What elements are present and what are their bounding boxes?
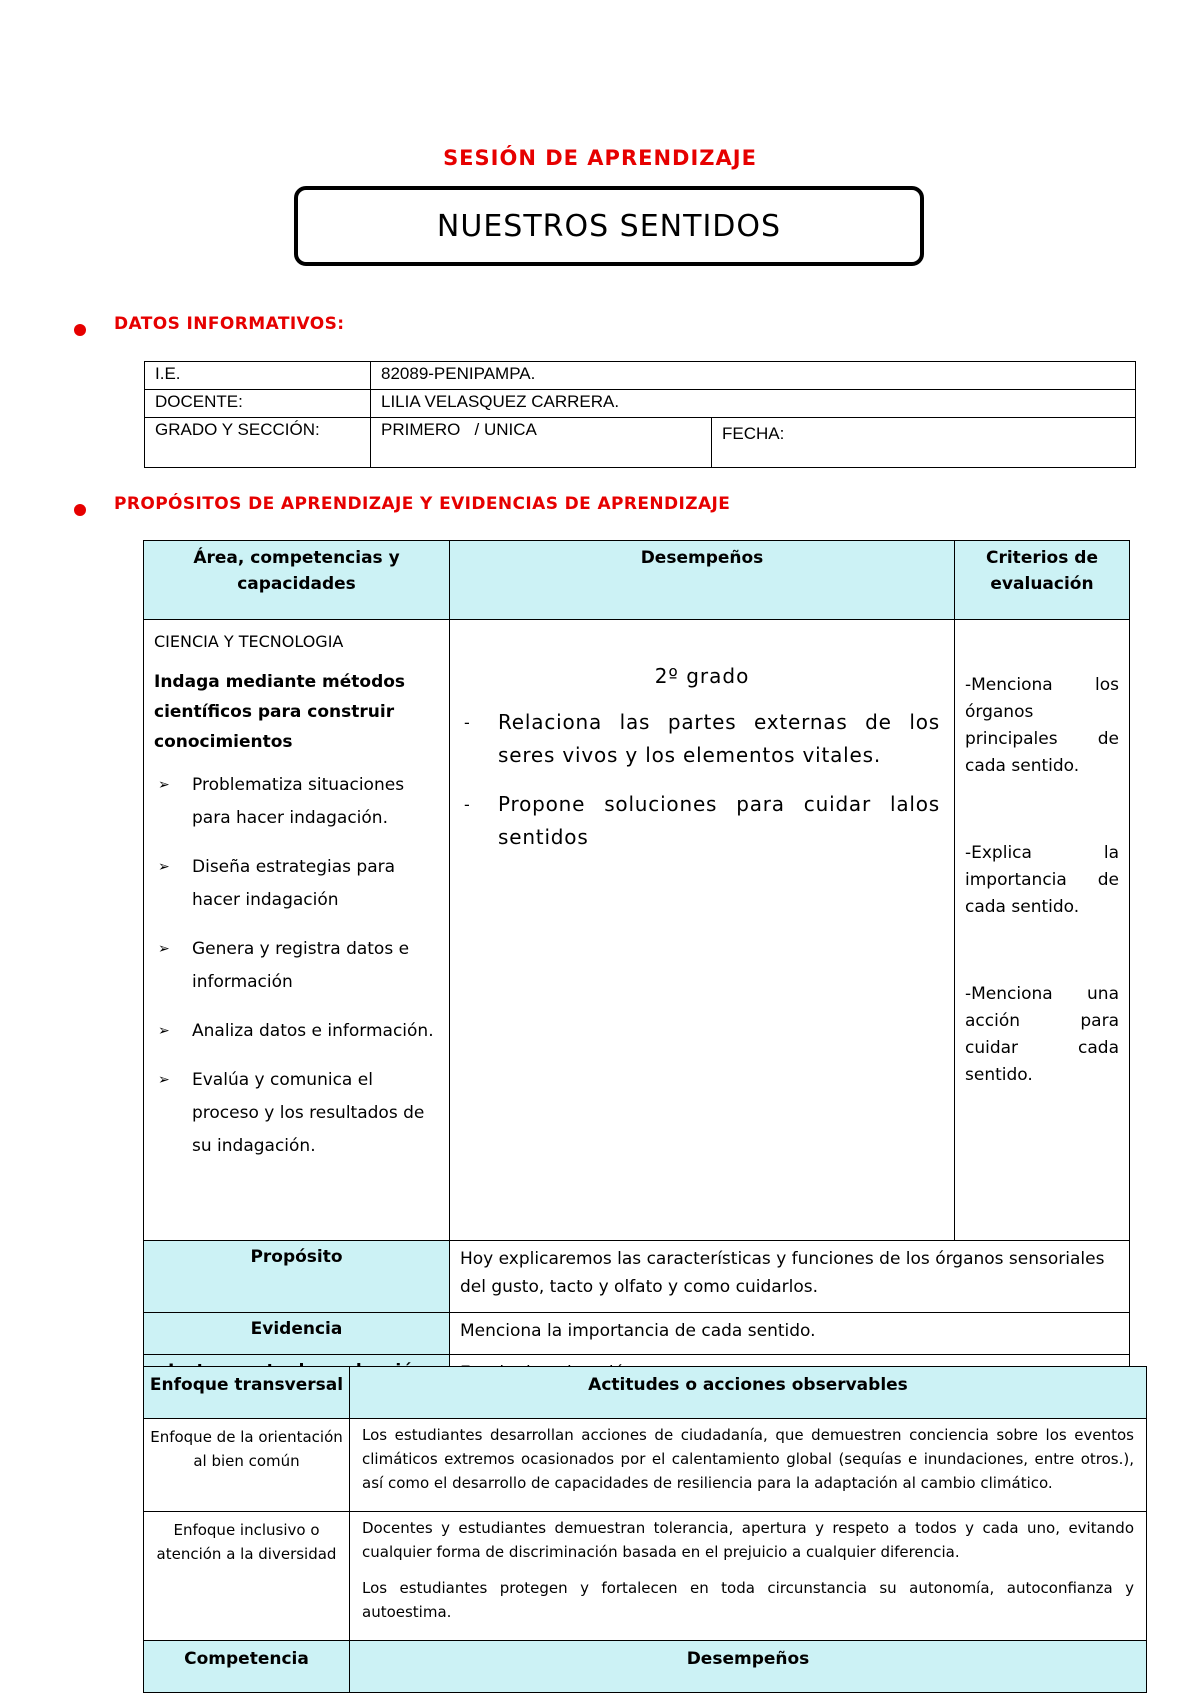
enfoques-table [143,1366,1147,1693]
arrow-bullet-icon: ➢ [158,859,170,875]
criterio-item: -Menciona una acción para cuidar cada sentido. [965,984,1119,1085]
evidencia-text: Menciona la importancia de cada sentido. [450,1313,1130,1355]
capacidades-list [154,769,439,1163]
header-criterios: Criterios de evaluación [955,541,1130,620]
document-title: SESIÓN DE APRENDIZAJE [443,146,757,170]
enfoque-label: Enfoque inclusivo o atención a la diversidad [144,1512,350,1641]
arrow-bullet-icon: ➢ [158,941,170,957]
desempenos-list [464,706,940,854]
criterios-cell [955,620,1130,1241]
header-enfoque: Enfoque transversal [144,1367,350,1419]
proposito-label: Propósito [144,1241,450,1313]
list-item: ➢ Diseña estrategias para hacer indagación [154,851,439,917]
evidencias-table [143,540,1130,1399]
footer-competencia: Competencia [144,1641,350,1693]
enfoque-label: Enfoque de la orientación al bien común [144,1419,350,1512]
section-propositos: PROPÓSITOS DE APRENDIZAJE Y EVIDENCIAS DE APRENDIZAJE [114,494,731,514]
docente-label: DOCENTE: [145,390,371,418]
list-item: ➢ Evalúa y comunica el proceso y los resultados de su indagación. [154,1064,439,1163]
section-datos: DATOS INFORMATIVOS: [114,314,345,334]
header-desempenos: Desempeños [450,541,955,620]
evidencia-label: Evidencia [144,1313,450,1355]
proposito-text: Hoy explicaremos las características y funciones de los órganos sensoriales del gusto, tacto y olfato y como cuidarlos. [450,1241,1130,1313]
criterio-item: -Menciona los órganos principales de cada sentido. [965,675,1119,776]
ie-label: I.E. [145,362,371,390]
arrow-bullet-icon: ➢ [158,777,170,793]
grado-value: PRIMERO / UNICA [371,418,712,468]
arrow-bullet-icon: ➢ [158,1072,170,1088]
arrow-bullet-icon: ➢ [158,1023,170,1039]
criterio-item: -Explica la importancia de cada sentido. [965,843,1119,917]
footer-desempenos: Desempeños [350,1641,1147,1693]
competencia: Indaga mediante métodos científicos para construir conocimientos [154,672,406,752]
header-area: Área, competencias y capacidades [144,541,450,620]
grado-label: GRADO Y SECCIÓN: [145,418,371,468]
bullet-icon [74,504,86,516]
list-item: ➢ Analiza datos e información. [154,1015,439,1048]
session-name-box [294,186,924,266]
area-cell [144,620,450,1241]
session-name: NUESTROS SENTIDOS [436,208,782,244]
grado-heading: 2º grado [654,664,750,688]
desempenos-cell [450,620,955,1241]
list-item: - Relaciona las partes externas de los seres vivos y los elementos vitales. [464,710,940,767]
list-item: ➢ Genera y registra datos e información [154,933,439,999]
fecha-label: FECHA: [712,418,1136,468]
area-name: CIENCIA Y TECNOLOGIA [154,632,344,651]
ie-value: 82089-PENIPAMPA. [371,362,1136,390]
header-actitudes: Actitudes o acciones observables [350,1367,1147,1419]
list-item: - Propone soluciones para cuidar lalos sentidos [464,792,940,849]
enfoque-text: Docentes y estudiantes demuestran tolerancia, apertura y respeto a todos y cada uno, evitando cualquier forma de discriminación basada en el prejuicio a cualquier diferencia. Los estudiantes protegen y fortalecen en toda circunstancia su autonomía, autoconfianza y autoestima. [350,1512,1147,1641]
bullet-icon [74,324,86,336]
info-table [144,361,1136,468]
list-item: ➢ Problematiza situaciones para hacer indagación. [154,769,439,835]
docente-value: LILIA VELASQUEZ CARRERA. [371,390,1136,418]
enfoque-text: Los estudiantes desarrollan acciones de ciudadanía, que demuestren conciencia sobre los eventos climáticos extremos ocasionados por el calentamiento global (sequías e inundaciones, entre otros.), así como el desarrollo de capacidades de resiliencia para la adaptación al cambio climático. [350,1419,1147,1512]
